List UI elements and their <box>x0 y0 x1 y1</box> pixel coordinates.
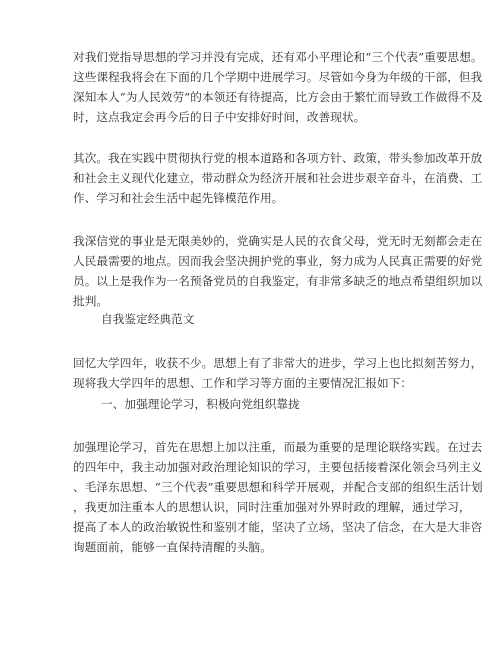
text-line: 员。以上是我作为一名预备党员的自我鉴定，有非常多缺乏的地点希望组织加以 <box>73 274 483 288</box>
subheading-text: 一、加强理论学习，积极向党组织靠拢 <box>101 397 300 411</box>
text-line: 回忆大学四年，收获不少。思想上有了非常大的进步，学习上也比拟刻苦努力， <box>73 356 483 370</box>
text-line: 加强理论学习，首先在思想上加以注重，而最为重要的是理论联络实践。在过去 <box>73 440 483 454</box>
text-line: ，我更加注重本人的思想认识，同时注重加强对外界时政的理解，通过学习， <box>73 500 471 514</box>
text-line: 、毛泽东思想、“三个代表”重要思想和科学开展观，并配合支部的组织生活计划 <box>73 480 483 494</box>
text-line: 其次。我在实践中贯彻执行党的根本道路和各项方针、政策，带头参加改革开放 <box>73 151 483 165</box>
text-line: 时，这点我定会再今后的日子中安排好时间，改善现状。 <box>73 110 366 124</box>
text-line: 这些课程我将会在下面的几个学期中进展学习。尽管如今身为年级的干部，但我 <box>73 70 483 84</box>
subheading-theory-study <box>73 394 438 414</box>
heading-text: 自我鉴定经典范文 <box>101 312 195 326</box>
text-line: 我深信党的事业是无限美妙的，党确实是人民的衣食父母，党无时无刻都会走在 <box>73 234 483 248</box>
section-heading-self-assessment <box>73 309 438 329</box>
text-line: 的四年中，我主动加强对政治理论知识的学习，主要包括接着深化领会马列主义 <box>73 460 483 474</box>
text-line: 对我们党指导思想的学习并没有完成，还有邓小平理论和“三个代表”重要思想。 <box>73 50 483 64</box>
paragraph-strengthen-theory <box>73 437 483 557</box>
text-line: 批判。 <box>73 294 109 308</box>
text-line: 现将我大学四年的思想、工作和学习等方面的主要情况汇报如下： <box>73 376 413 390</box>
text-line: 询题面前，能够一直保持清醒的头脑。 <box>73 540 272 554</box>
paragraph-college-review <box>73 353 483 393</box>
text-line: 深知本人“为人民效劳”的本领还有待提高，比方会由于繁忙而导致工作做得不及 <box>73 90 483 104</box>
text-line: 人民最需要的地点。因而我会坚决拥护党的事业，努力成为人民真正需要的好党 <box>73 254 483 268</box>
paragraph-practice <box>73 148 483 208</box>
text-line: 作、学习和社会生活中起先锋模范作用。 <box>73 191 284 205</box>
paragraph-theory-study <box>73 47 483 127</box>
paragraph-belief <box>73 231 483 311</box>
text-line: 和社会主义现代化建立，带动群众为经济开展和社会进步艰辛奋斗，在消费、工 <box>73 171 483 185</box>
text-line: 提高了本人的政治敏锐性和鉴别才能，坚决了立场，坚决了信念，在大是大非咨 <box>73 520 483 534</box>
